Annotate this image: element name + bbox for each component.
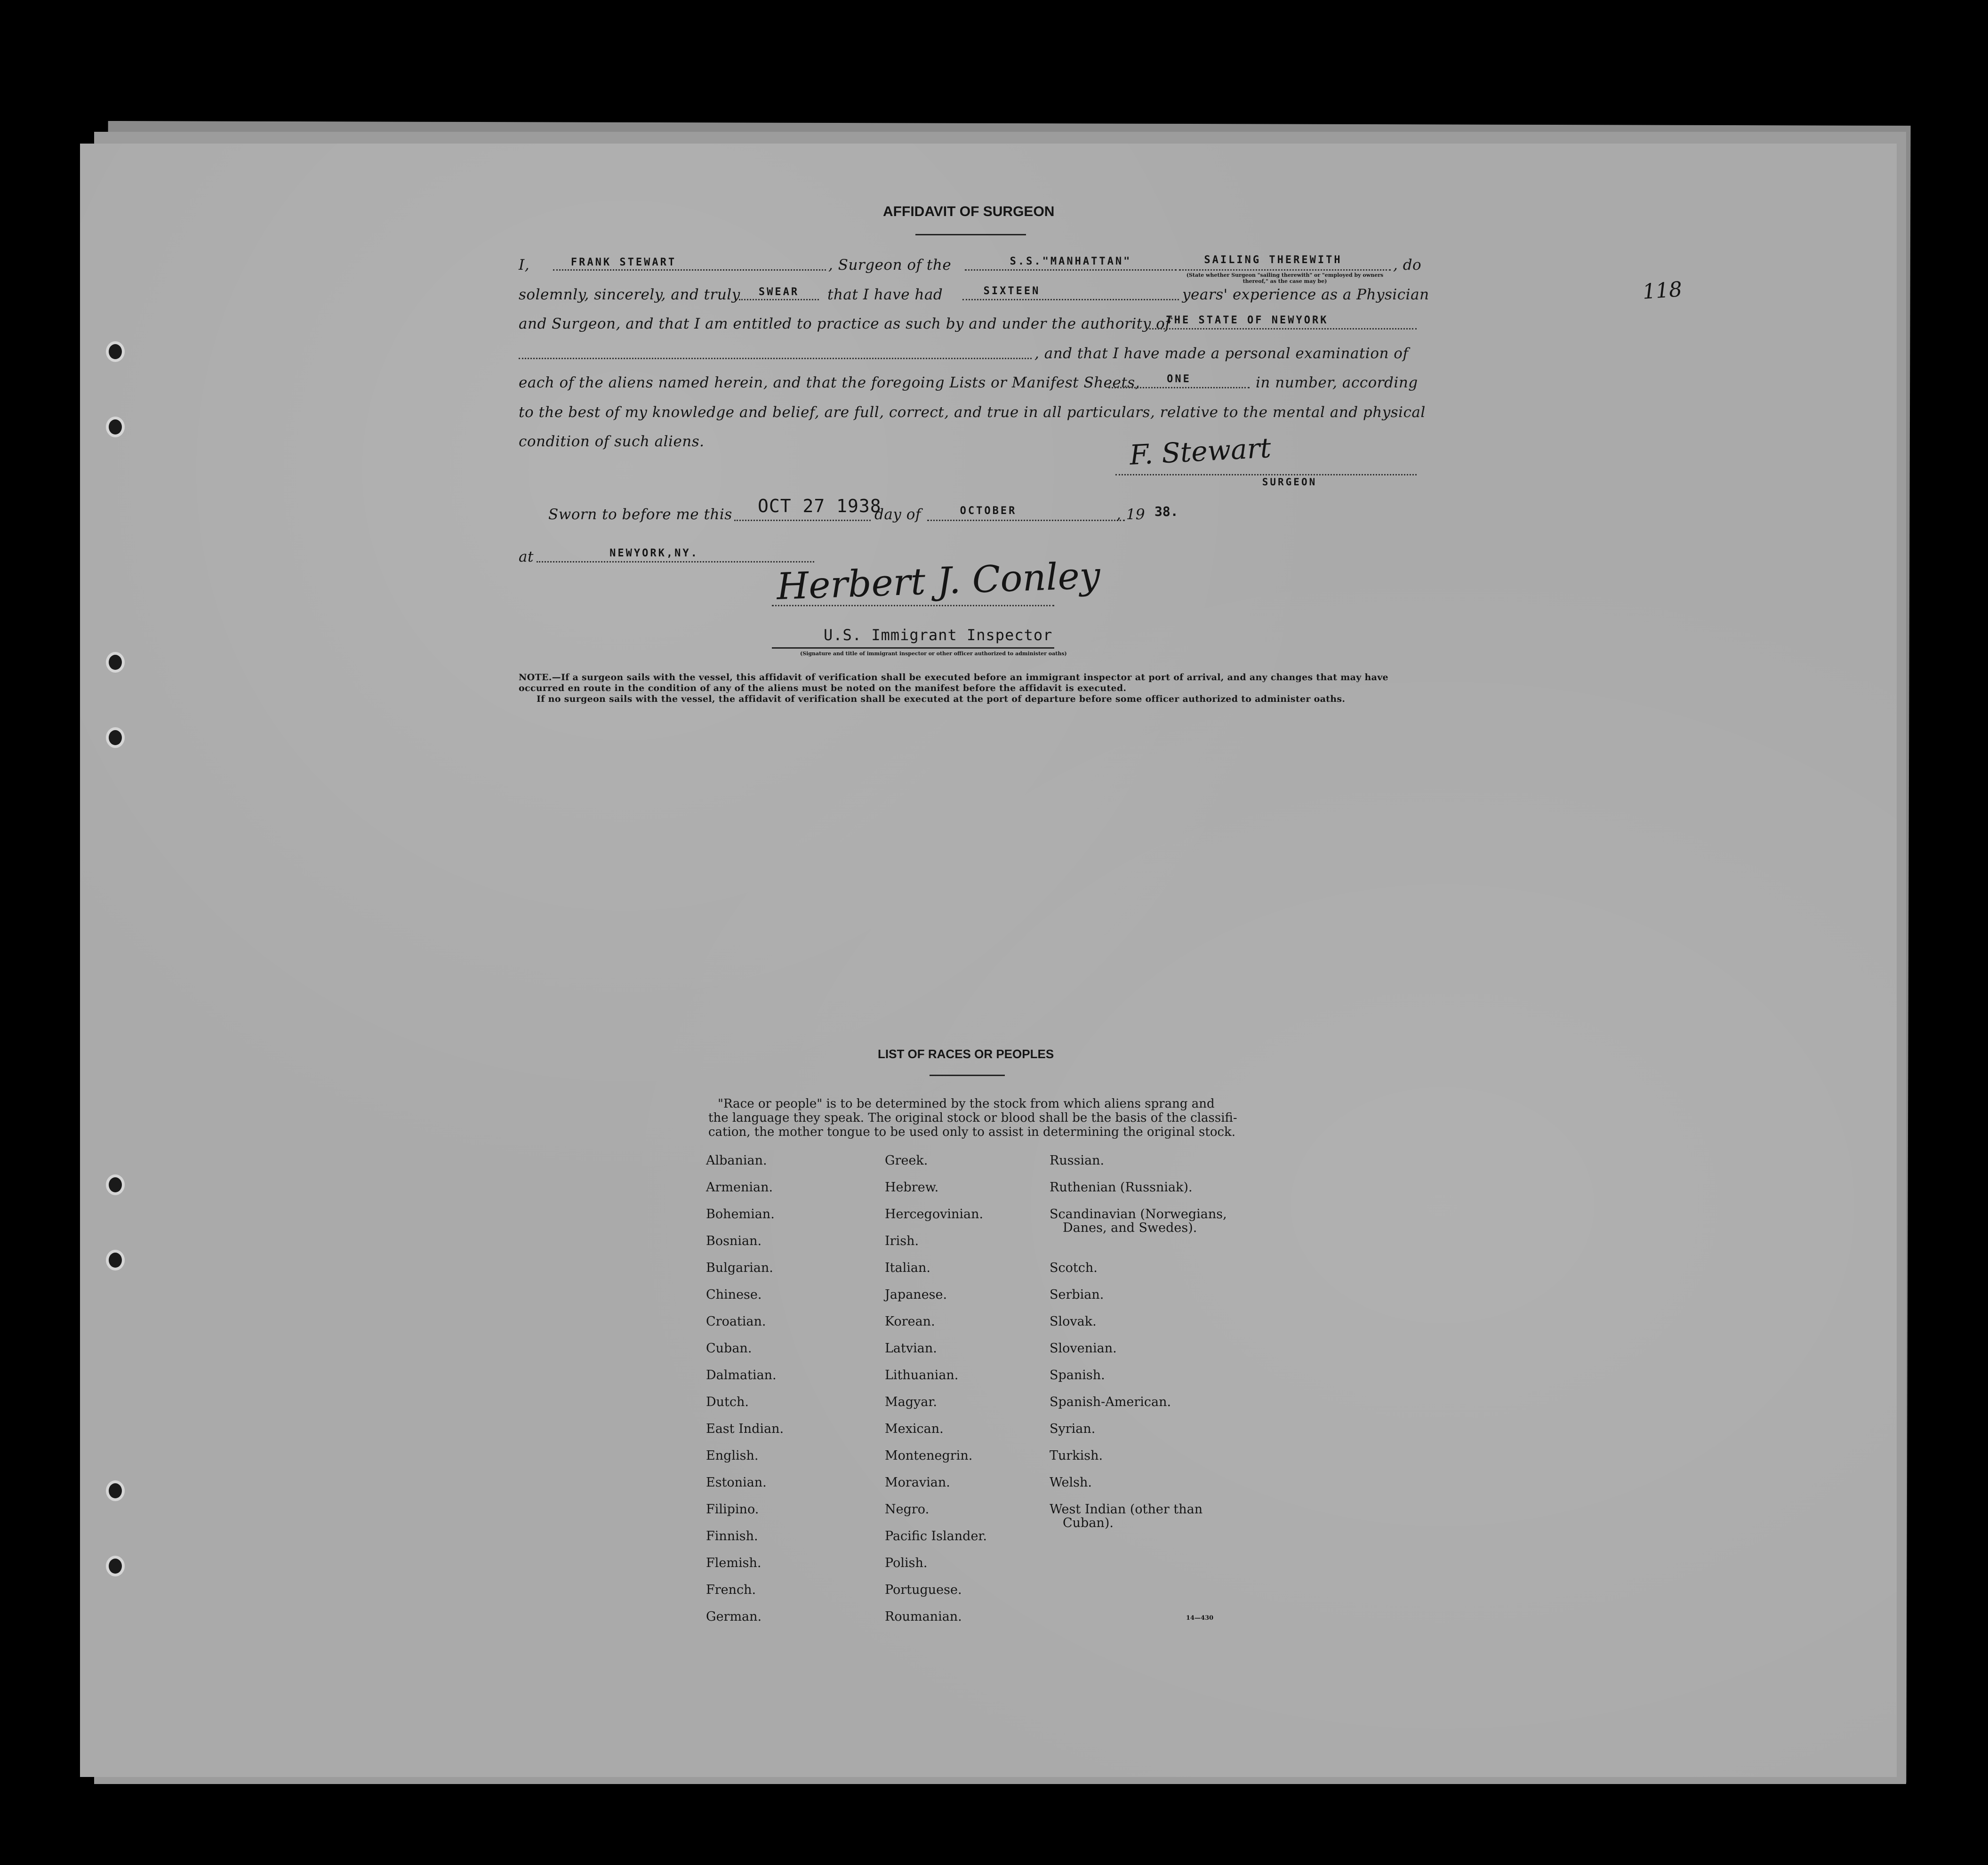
race-item: Dutch. bbox=[706, 1395, 749, 1409]
race-item: Latvian. bbox=[885, 1341, 937, 1356]
blank-line bbox=[519, 358, 1032, 359]
authority-line bbox=[1146, 328, 1417, 330]
race-item: Filipino. bbox=[706, 1502, 759, 1517]
sheet-count: ONE bbox=[1167, 373, 1191, 385]
race-item: Chinese. bbox=[706, 1287, 762, 1302]
races-intro-3: cation, the mother tongue to be used only to assist in determining the original stock. bbox=[708, 1125, 1236, 1139]
note-line-1: NOTE.—If a surgeon sails with the vessel, this affidavit of verification shall be executed before an immigrant inspector at port of arrival, and any changes that may have bbox=[519, 672, 1388, 683]
binder-hole bbox=[106, 1556, 125, 1576]
race-item: Portuguese. bbox=[885, 1583, 962, 1597]
races-title: LIST OF RACES OR PEOPLES bbox=[878, 1047, 1054, 1061]
race-item: German. bbox=[706, 1609, 762, 1624]
race-item: Bulgarian. bbox=[706, 1261, 773, 1275]
status-line bbox=[1179, 269, 1391, 271]
oath-line bbox=[739, 299, 819, 300]
race-item: Irish. bbox=[885, 1234, 919, 1248]
race-item: Cuban. bbox=[706, 1341, 752, 1356]
race-item: Hebrew. bbox=[885, 1180, 939, 1195]
status-note: (State whether Surgeon "sailing therewith" or "employed by owners thereof," as the case may be) bbox=[1186, 272, 1384, 284]
race-item: Polish. bbox=[885, 1556, 928, 1570]
sworn-date-stamp: OCT 27 1938 bbox=[758, 496, 882, 516]
day-of-text: day of bbox=[874, 506, 921, 523]
races-intro-2: the language they speak. The original stock or blood shall be the basis of the classifi- bbox=[708, 1111, 1237, 1125]
binder-hole bbox=[106, 417, 125, 437]
surgeon-label: SURGEON bbox=[1262, 476, 1317, 488]
affidavit-line-4: , and that I have made a personal examination of bbox=[1034, 345, 1409, 362]
place-line bbox=[537, 561, 814, 563]
binder-hole bbox=[106, 341, 125, 362]
affidavit-line-2b: that I have had bbox=[827, 286, 943, 303]
race-item: Russian. bbox=[1050, 1153, 1105, 1168]
race-item: Japanese. bbox=[885, 1287, 947, 1302]
affidavit-line-6: to the best of my knowledge and belief, are full, correct, and true in all particulars, relative to the mental and physical bbox=[519, 404, 1426, 421]
inspector-signature: Herbert J. Conley bbox=[776, 555, 1101, 608]
affidavit-title: AFFIDAVIT OF SURGEON bbox=[883, 204, 1055, 219]
race-item: West Indian (other than bbox=[1050, 1502, 1203, 1517]
race-item: Mexican. bbox=[885, 1422, 944, 1436]
race-item: Scotch. bbox=[1050, 1261, 1098, 1275]
race-item: Syrian. bbox=[1050, 1422, 1096, 1436]
races-intro-1: "Race or people" is to be determined by the stock from which aliens sprang and bbox=[718, 1097, 1215, 1111]
race-item: Bosnian. bbox=[706, 1234, 762, 1248]
race-item: Spanish. bbox=[1050, 1368, 1105, 1383]
race-item: Dalmatian. bbox=[706, 1368, 777, 1383]
inspector-title: U.S. Immigrant Inspector bbox=[824, 626, 1053, 644]
years-line bbox=[962, 299, 1179, 300]
at-label: at bbox=[519, 548, 534, 565]
race-item: Slovak. bbox=[1050, 1314, 1097, 1329]
inspector-note: (Signature and title of immigrant inspector or other officer authorized to administer oaths) bbox=[800, 651, 1067, 657]
race-item: Moravian. bbox=[885, 1475, 950, 1490]
race-item: Serbian. bbox=[1050, 1287, 1104, 1302]
race-item: Scandinavian (Norwegians, bbox=[1050, 1207, 1227, 1222]
note-line-2: occurred en route in the condition of any of the aliens must be noted on the manifest before the affidavit is executed. bbox=[519, 683, 1127, 693]
affidavit-line-2a: solemnly, sincerely, and truly bbox=[519, 286, 740, 303]
sworn-text: Sworn to before me this bbox=[548, 506, 732, 523]
race-item: English. bbox=[706, 1448, 759, 1463]
form-number: 14—430 bbox=[1186, 1615, 1214, 1622]
page-number: 118 bbox=[1642, 277, 1683, 304]
races-title-rule bbox=[930, 1075, 1005, 1076]
vessel-line bbox=[965, 269, 1177, 271]
race-item: Estonian. bbox=[706, 1475, 767, 1490]
race-item: Bohemian. bbox=[706, 1207, 775, 1222]
surgeon-signature: F. Stewart bbox=[1129, 432, 1272, 471]
year-prefix: , 19 bbox=[1116, 506, 1146, 523]
sheets-line bbox=[1108, 387, 1250, 388]
affidavit-line-3: and Surgeon, and that I am entitled to practice as such by and under the authority of bbox=[519, 315, 1171, 332]
affidavit-line-7: condition of such aliens. bbox=[519, 433, 705, 450]
affidavit-line-5b: in number, according bbox=[1256, 374, 1418, 391]
affidavit-line-5a: each of the aliens named herein, and that the foregoing Lists or Manifest Sheets, bbox=[519, 374, 1140, 391]
race-item: Greek. bbox=[885, 1153, 928, 1168]
month-line bbox=[927, 520, 1125, 521]
race-item: East Indian. bbox=[706, 1422, 784, 1436]
inspector-signature-line bbox=[772, 605, 1054, 606]
binder-hole bbox=[106, 652, 125, 673]
date-line bbox=[734, 520, 871, 521]
signature-line bbox=[1115, 474, 1417, 475]
affidavit-line-2c: years' experience as a Physician bbox=[1182, 286, 1429, 303]
race-item: Pacific Islander. bbox=[885, 1529, 987, 1543]
race-item: Flemish. bbox=[706, 1556, 762, 1570]
surgeon-name: FRANK STEWART bbox=[570, 257, 677, 268]
race-item: Turkish. bbox=[1050, 1448, 1103, 1463]
race-item: Croatian. bbox=[706, 1314, 766, 1329]
race-item: Albanian. bbox=[706, 1153, 767, 1168]
race-item: Ruthenian (Russniak). bbox=[1050, 1180, 1193, 1195]
race-item: Slovenian. bbox=[1050, 1341, 1117, 1356]
word-do: , do bbox=[1393, 257, 1422, 273]
race-item: Danes, and Swedes). bbox=[1063, 1221, 1197, 1235]
race-item: Cuban). bbox=[1063, 1516, 1114, 1530]
race-item: Roumanian. bbox=[885, 1609, 962, 1624]
authority: THE STATE OF NEWYORK bbox=[1166, 314, 1329, 326]
race-item: Spanish-American. bbox=[1050, 1395, 1171, 1409]
name-line bbox=[553, 269, 826, 271]
vessel-name: S.S."MANHATTAN" bbox=[1010, 256, 1132, 267]
title-rule bbox=[915, 234, 1026, 235]
place: NEWYORK,NY. bbox=[609, 547, 699, 559]
race-item: Armenian. bbox=[706, 1180, 773, 1195]
race-item: Italian. bbox=[885, 1261, 930, 1275]
inspector-title-rule bbox=[772, 647, 1054, 649]
race-item: Negro. bbox=[885, 1502, 930, 1517]
race-item: Lithuanian. bbox=[885, 1368, 959, 1383]
binder-hole bbox=[106, 1480, 125, 1501]
year-suffix: 38. bbox=[1154, 504, 1178, 519]
word-i: I, bbox=[519, 257, 530, 273]
race-item: Finnish. bbox=[706, 1529, 758, 1543]
binder-hole bbox=[106, 727, 125, 748]
sworn-month: OCTOBER bbox=[960, 505, 1017, 517]
race-item: Welsh. bbox=[1050, 1475, 1092, 1490]
race-item: French. bbox=[706, 1583, 756, 1597]
binder-hole bbox=[106, 1250, 125, 1270]
race-item: Magyar. bbox=[885, 1395, 937, 1409]
race-item: Hercegovinian. bbox=[885, 1207, 984, 1222]
binder-hole bbox=[106, 1174, 125, 1195]
note-line-3: If no surgeon sails with the vessel, the affidavit of verification shall be executed at the port of departure before some officer authorized to administer oaths. bbox=[537, 694, 1346, 704]
surgeon-of-the: , Surgeon of the bbox=[828, 257, 952, 273]
sailing-status: SAILING THEREWITH bbox=[1204, 254, 1342, 266]
oath-word: SWEAR bbox=[758, 286, 800, 298]
race-item: Korean. bbox=[885, 1314, 935, 1329]
race-item: Montenegrin. bbox=[885, 1448, 973, 1463]
years-experience: SIXTEEN bbox=[983, 285, 1041, 297]
